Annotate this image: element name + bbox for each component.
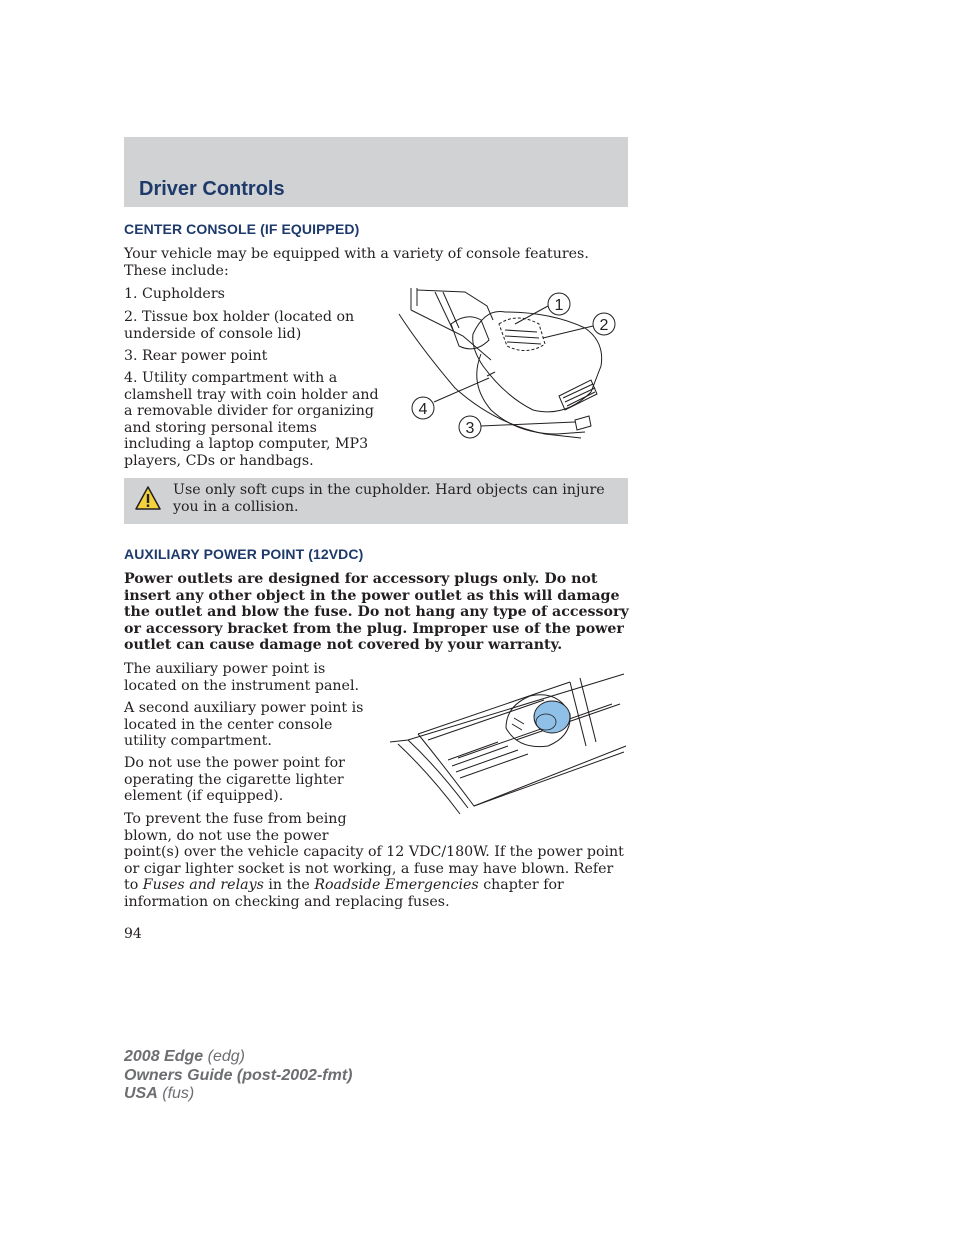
console-item-4: 4. Utility compartment with a clamshell tray with coin holder and a removable divider for organizing and storing personal items including a laptop computer, MP3 players, CDs or handbags. <box>124 370 379 469</box>
aux-power-heading: AUXILIARY POWER POINT (12VDC) <box>124 546 364 562</box>
console-item-3: 3. Rear power point <box>124 348 268 364</box>
aux-power-p4-part3: chapter for information on checking and replacing fuses. <box>124 877 564 910</box>
power-point-illustration <box>388 670 628 816</box>
footer-model: 2008 Edge <box>124 1048 204 1065</box>
chapter-header-band <box>124 137 628 207</box>
center-console-illustration <box>395 284 627 450</box>
footer-line-1 <box>124 1048 352 1067</box>
callout-4: 4 <box>418 401 428 418</box>
footer-line-2: Owners Guide (post-2002-fmt) <box>124 1066 353 1084</box>
aux-power-p4-part2: in the <box>268 877 310 894</box>
aux-power-p4-line2: blown, do not use the power <box>124 827 329 844</box>
page-number: 94 <box>124 926 142 942</box>
roadside-emergencies-reference: Roadside Emergencies <box>314 877 479 894</box>
fuses-relays-reference: Fuses and relays <box>142 877 264 894</box>
warning-triangle-icon <box>134 485 162 511</box>
aux-power-p4-line1: To prevent the fuse from being <box>124 811 347 827</box>
callout-3: 3 <box>465 420 475 437</box>
aux-power-p2: A second auxiliary power point is located in the center console utility compartment. <box>124 700 364 750</box>
center-console-heading: CENTER CONSOLE (IF EQUIPPED) <box>124 221 360 237</box>
callout-1: 1 <box>554 297 564 314</box>
chapter-title: Driver Controls <box>139 178 285 200</box>
warning-box <box>124 478 628 524</box>
footer-market-code: (fus) <box>162 1085 195 1102</box>
footer-model-code: (edg) <box>207 1048 245 1065</box>
aux-power-p4 <box>124 811 630 911</box>
footer-line-3 <box>124 1085 352 1104</box>
console-item-1: 1. Cupholders <box>124 286 225 302</box>
callout-2: 2 <box>599 317 609 334</box>
footer <box>124 1048 352 1104</box>
console-item-2: 2. Tissue box holder (located on underside of console lid) <box>124 309 355 342</box>
footer-market: USA <box>124 1085 158 1102</box>
warning-text: Use only soft cups in the cupholder. Hard objects can injure you in a collision. <box>173 482 605 515</box>
aux-power-p1: The auxiliary power point is located on the instrument panel. <box>124 661 360 694</box>
aux-power-p3: Do not use the power point for operating the cigarette lighter element (if equipped). <box>124 755 345 805</box>
aux-power-caution: Power outlets are designed for accessory plugs only. Do not insert any other object in the power outlet as this will damage the outlet and blow the fuse. Do not hang any type of accessory or accessory bracket from the plug. Improper use of the power outlet can cause damage not covered by your warranty. <box>124 571 629 654</box>
center-console-intro: Your vehicle may be equipped with a variety of console features. These include: <box>124 246 589 279</box>
aux-power-p4-part1: point(s) over the vehicle capacity of 12 VDC/180W. If the power point or cigar lighter socket is not working, a fuse may have blown. Refer to <box>124 844 624 894</box>
